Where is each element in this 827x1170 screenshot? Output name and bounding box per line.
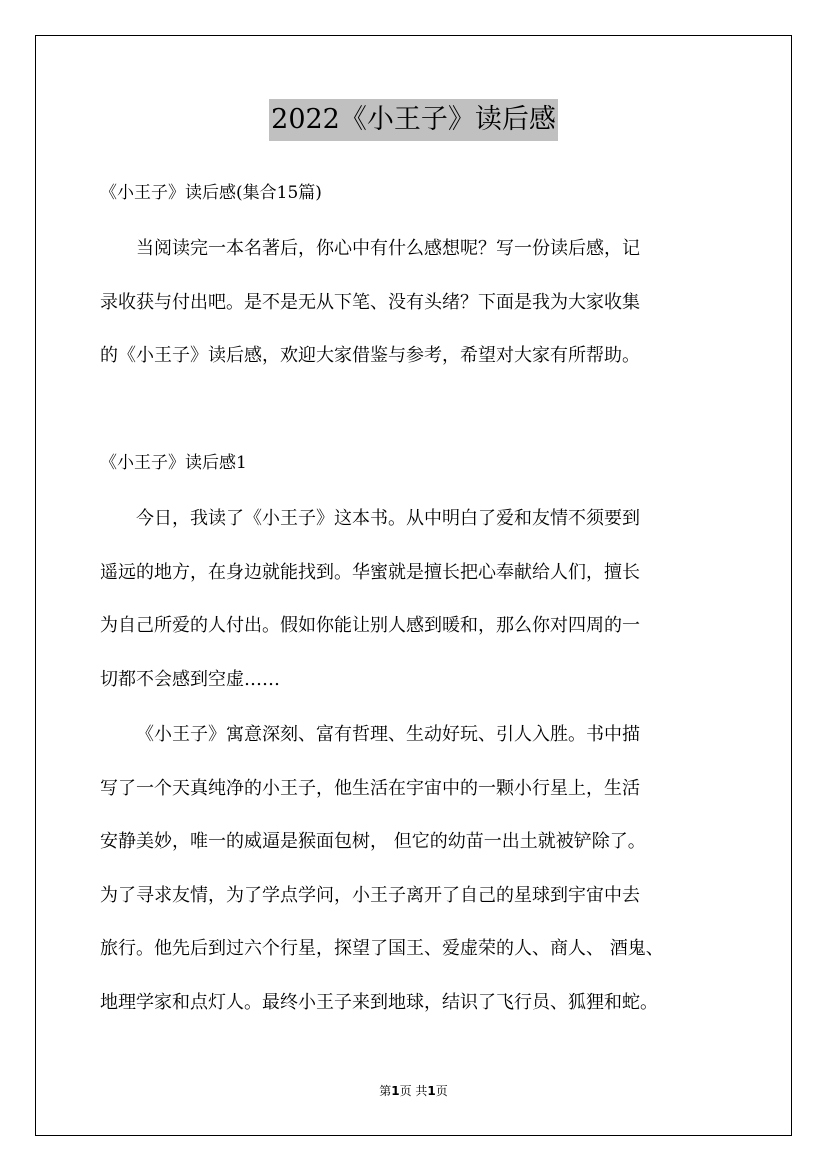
paragraph-line: 写了一个天真纯净的小王子，他生活在宇宙中的一颗小行星上，生活 [100,777,640,799]
title-container [0,99,827,141]
paragraph-line: 为了寻求友情，为了学点学问，小王子离开了自己的星球到宇宙中去 [100,884,640,906]
intro-line: 当阅读完一本名著后，你心中有什么感想呢？写一份读后感，记 [136,238,640,259]
intro-line: 的《小王子》读后感，欢迎大家借鉴与参考，希望对大家有所帮助。 [100,345,640,367]
document-title: 2022《小王子》读后感 [269,99,558,141]
paragraph-1 [100,492,740,706]
footer-mid: 页 共 [399,1084,428,1098]
paragraph-2 [100,708,740,1030]
paragraph-line: 切都不会感到空虚…… [100,668,280,690]
paragraph-line: 今日，我读了《小王子》这本书。从中明白了爱和友情不须要到 [136,508,640,529]
paragraph-line: 地理学家和点灯人。最终小王子来到地球，结识了飞行员、狐狸和蛇。 [100,991,658,1013]
page-footer [0,1082,827,1100]
paragraph-line: 旅行。他先后到过六个行星，探望了国王、爱虚荣的人、商人、 酒鬼、 [100,938,664,960]
intro-line: 录收获与付出吧。是不是无从下笔、没有头绪？下面是我为大家收集 [100,291,640,313]
paragraph-line: 《小王子》寓意深刻、富有哲理、生动好玩、引人入胜。书中描 [136,724,640,745]
paragraph-line: 遥远的地方，在身边就能找到。华蜜就是擅长把心奉献给人们，擅长 [100,561,640,583]
footer-suffix: 页 [435,1084,448,1098]
section-heading: 《小王子》读后感1 [100,453,247,473]
footer-prefix: 第 [379,1084,392,1098]
footer-page-number: 1 [391,1084,400,1098]
document-subtitle: 《小王子》读后感(集合15篇) [100,183,322,203]
intro-paragraph [100,222,740,383]
paragraph-line: 安静美妙，唯一的威逼是猴面包树， 但它的幼苗一出土就被铲除了。 [100,831,646,853]
paragraph-line: 为自己所爱的人付出。假如你能让别人感到暖和，那么你对四周的一 [100,615,640,637]
footer-total-pages: 1 [427,1084,436,1098]
